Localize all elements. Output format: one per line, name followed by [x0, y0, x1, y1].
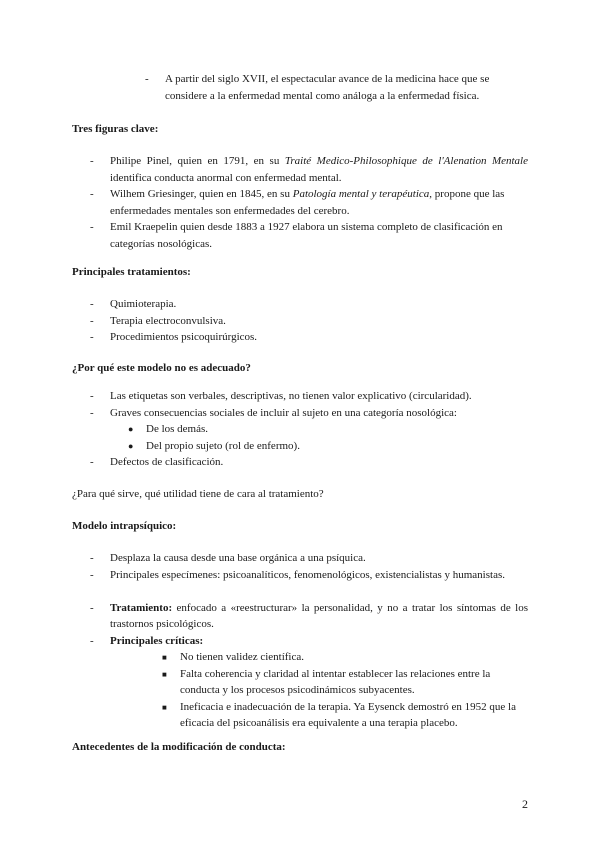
- dash-marker: -: [90, 634, 94, 647]
- list-item-text: Principales críticas:: [110, 634, 204, 647]
- question-text: ¿Para qué sirve, qué utilidad tiene de cara al tratamiento?: [72, 488, 324, 500]
- intro-item: [145, 71, 525, 104]
- list-item-text: Tratamiento: enfocado a «reestructurar» la personalidad, y no a tratar los síntomas de los trastornos psicológicos.: [110, 601, 528, 630]
- sub-list-item-text: De los demás.: [146, 423, 209, 435]
- list-item-text: Desplaza la causa desde una base orgánica a una psíquica.: [110, 552, 366, 564]
- list-item: [90, 567, 528, 600]
- list-item-text: Defectos de clasificación.: [110, 456, 224, 468]
- list-item: [90, 388, 528, 405]
- sub-list-item: [90, 699, 528, 732]
- intro-text: A partir del siglo XVII, el espectacular avance de la medicina hace que se considere a la enfermedad mental como análoga a la enfermedad física.: [165, 73, 490, 102]
- adecuado-list: [90, 388, 528, 471]
- list-item: [90, 186, 528, 219]
- list-item-text: Emil Kraepelin quien desde 1883 a 1927 elabora un sistema completo de clasificación en categorías nosológicas.: [110, 221, 503, 250]
- heading-tres-figuras: Tres figuras clave:: [72, 123, 159, 135]
- bullet-dot-icon: ●: [128, 424, 134, 434]
- dash-marker: -: [90, 188, 94, 200]
- list-item-text: Wilhem Griesinger, quien en 1845, en su Patología mental y terapéutica, propone que las enfermedades mentales son enfermedades del cerebro.: [110, 188, 505, 217]
- dash-marker: -: [90, 331, 94, 343]
- sub-list-item: [90, 438, 528, 455]
- list-item: [90, 219, 528, 252]
- list-item-text: Las etiquetas son verbales, descriptivas, no tienen valor explicativo (circularidad).: [110, 390, 472, 402]
- sub-list-item-text: No tienen validez científica.: [180, 651, 304, 663]
- list-item: [90, 405, 528, 422]
- bullet-square-icon: ■: [162, 653, 167, 662]
- list-item: [90, 600, 528, 633]
- list-item: [90, 550, 528, 567]
- sub-list-item-text: Falta coherencia y claridad al intentar establecer las relaciones entre la conducta y los procesos psicodinámicos subyacentes.: [180, 667, 491, 696]
- tratamientos-list: [90, 296, 528, 346]
- dash-marker: -: [90, 406, 94, 419]
- list-item: [90, 454, 528, 471]
- list-item-text: Terapia electroconvulsiva.: [110, 314, 226, 327]
- intrapsiquico-list: [90, 550, 528, 732]
- list-item: [90, 153, 528, 186]
- dash-marker: -: [90, 456, 94, 468]
- dash-marker: -: [90, 552, 94, 564]
- dash-marker: -: [90, 298, 94, 310]
- list-item: [90, 329, 528, 346]
- dash-marker: -: [145, 73, 149, 85]
- heading-antecedentes: Antecedentes de la modificación de conducta:: [72, 741, 286, 753]
- heading-no-adecuado: ¿Por qué este modelo no es adecuado?: [72, 362, 251, 374]
- heading-tratamientos: Principales tratamientos:: [72, 266, 191, 278]
- sub-list-item-text: Ineficacia e inadecuación de la terapia. Ya Eysenck demostró en 1952 que la eficacia del psicoanálisis era equivalente a una terapia placebo.: [180, 700, 516, 729]
- bullet-dot-icon: ●: [128, 440, 134, 451]
- list-item: [90, 633, 528, 650]
- dash-marker: -: [90, 568, 94, 581]
- dash-marker: -: [90, 221, 94, 233]
- list-item-text: Graves consecuencias sociales de incluir al sujeto en una categoría nosológica:: [110, 406, 457, 419]
- list-item-text: Principales especímenes: psicoanalíticos, fenomenológicos, existencialistas y humanistas.: [110, 568, 505, 581]
- bullet-square-icon: ■: [162, 669, 167, 679]
- dash-marker: -: [90, 390, 94, 402]
- list-item: [90, 296, 528, 313]
- bullet-square-icon: ■: [162, 702, 167, 712]
- list-item-text: Philipe Pinel, quien en 1791, en su Traité Medico-Philosophique de l'Alenation Mentale identifica conducta anormal con enfermedad mental.: [110, 155, 528, 184]
- dash-marker: -: [90, 601, 94, 614]
- list-item: [90, 313, 528, 330]
- list-item-text: Quimioterapia.: [110, 298, 177, 310]
- page-number: 2: [522, 797, 528, 811]
- dash-marker: -: [90, 314, 94, 327]
- sub-list-item: [90, 421, 528, 438]
- sub-list-item: [90, 666, 528, 699]
- list-item-text: Procedimientos psicoquirúrgicos.: [110, 331, 258, 343]
- heading-intrapsiquico: Modelo intrapsíquico:: [72, 520, 177, 532]
- sub-list-item-text: Del propio sujeto (rol de enfermo).: [146, 439, 300, 452]
- sub-list-item: [90, 649, 528, 666]
- figuras-list: [90, 153, 528, 252]
- dash-marker: -: [90, 155, 94, 167]
